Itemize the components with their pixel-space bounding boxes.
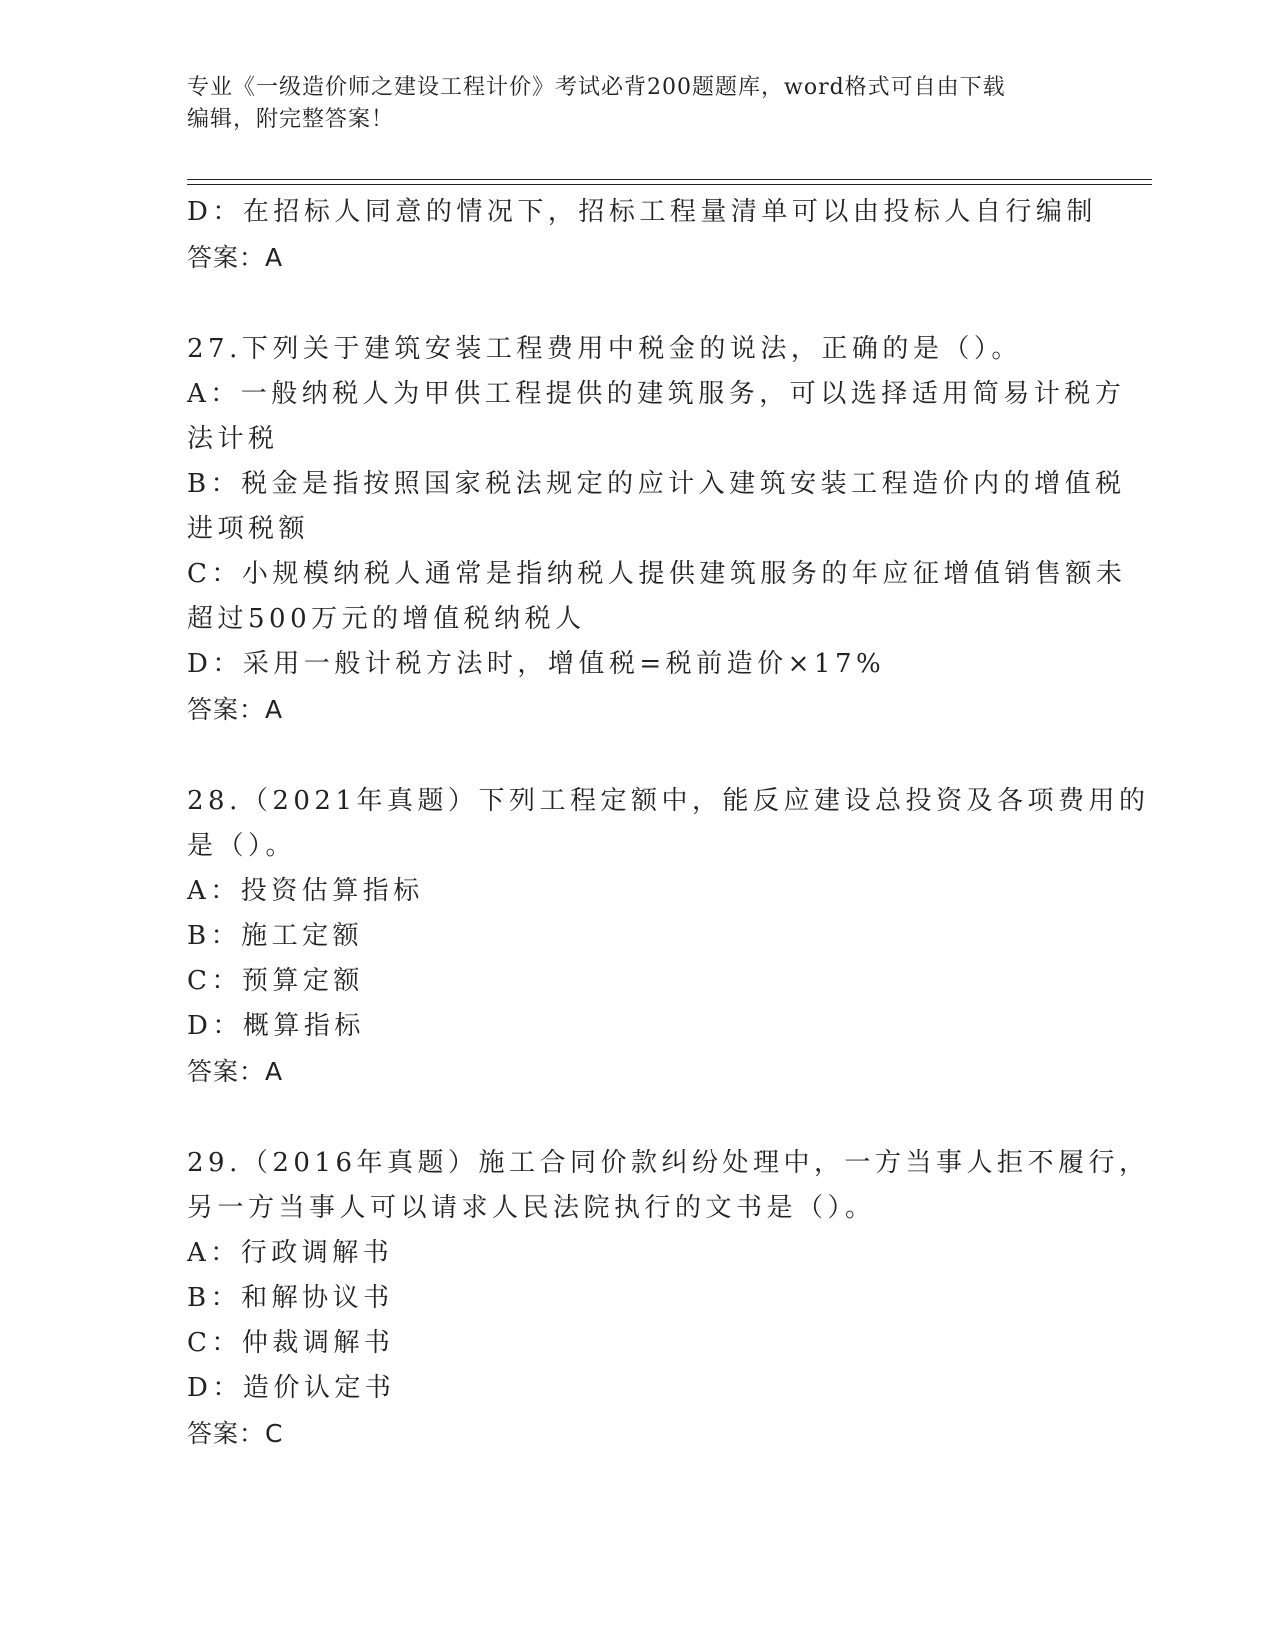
document-body [187, 190, 1150, 1456]
option-d: D：造价认定书 [187, 1373, 396, 1403]
option-d: D：采用一般计税方法时，增值税=税前造价×17% [187, 649, 886, 679]
option-c: C：小规模纳税人通常是指纳税人提供建筑服务的年应征增值销售额未 [187, 559, 1127, 589]
document-header [187, 72, 1067, 136]
option-c-continued: 超过500万元的增值税纳税人 [187, 604, 586, 634]
option-a: A：投资估算指标 [187, 876, 424, 906]
option-c: C：预算定额 [187, 966, 364, 996]
option-d: D：在招标人同意的情况下，招标工程量清单可以由投标人自行编制 [187, 197, 1097, 227]
question-29-stem-line-1: 29.（2016年真题）施工合同价款纠纷处理中，一方当事人拒不履行， [187, 1148, 1150, 1178]
question-block-carryover [187, 190, 1097, 280]
option-d: D：概算指标 [187, 1011, 365, 1041]
header-line-2: 编辑，附完整答案！ [187, 107, 395, 132]
option-b: B：施工定额 [187, 921, 364, 951]
option-b: B：和解协议书 [187, 1283, 394, 1313]
question-29-stem-line-2: 另一方当事人可以请求人民法院执行的文书是（）。 [187, 1193, 876, 1223]
option-c: C：仲裁调解书 [187, 1328, 395, 1358]
answer-line: 答案：A [187, 695, 284, 724]
question-block-28 [187, 779, 1150, 1094]
option-b: B：税金是指按照国家税法规定的应计入建筑安装工程造价内的增值税 [187, 469, 1126, 499]
answer-line: 答案：A [187, 1057, 284, 1086]
answer-line: 答案：A [187, 243, 284, 272]
question-block-29 [187, 1141, 1150, 1456]
header-divider-bottom [187, 184, 1152, 185]
header-line-1: 专业《一级造价师之建设工程计价》考试必背200题题库，word格式可自由下载 [187, 75, 1006, 100]
question-28-stem-line-2: 是（）。 [187, 831, 297, 861]
question-27-stem-line-1: 27.下列关于建筑安装工程费用中税金的说法，正确的是（）。 [187, 334, 1022, 364]
option-a: A：一般纳税人为甲供工程提供的建筑服务，可以选择适用简易计税方 [187, 379, 1126, 409]
option-a: A：行政调解书 [187, 1238, 394, 1268]
answer-line: 答案：C [187, 1419, 284, 1448]
option-a-continued: 法计税 [187, 424, 279, 454]
question-block-27 [187, 327, 1127, 732]
header-divider-top [187, 179, 1152, 180]
question-28-stem-line-1: 28.（2021年真题）下列工程定额中，能反应建设总投资及各项费用的 [187, 786, 1150, 816]
option-b-continued: 进项税额 [187, 514, 310, 544]
